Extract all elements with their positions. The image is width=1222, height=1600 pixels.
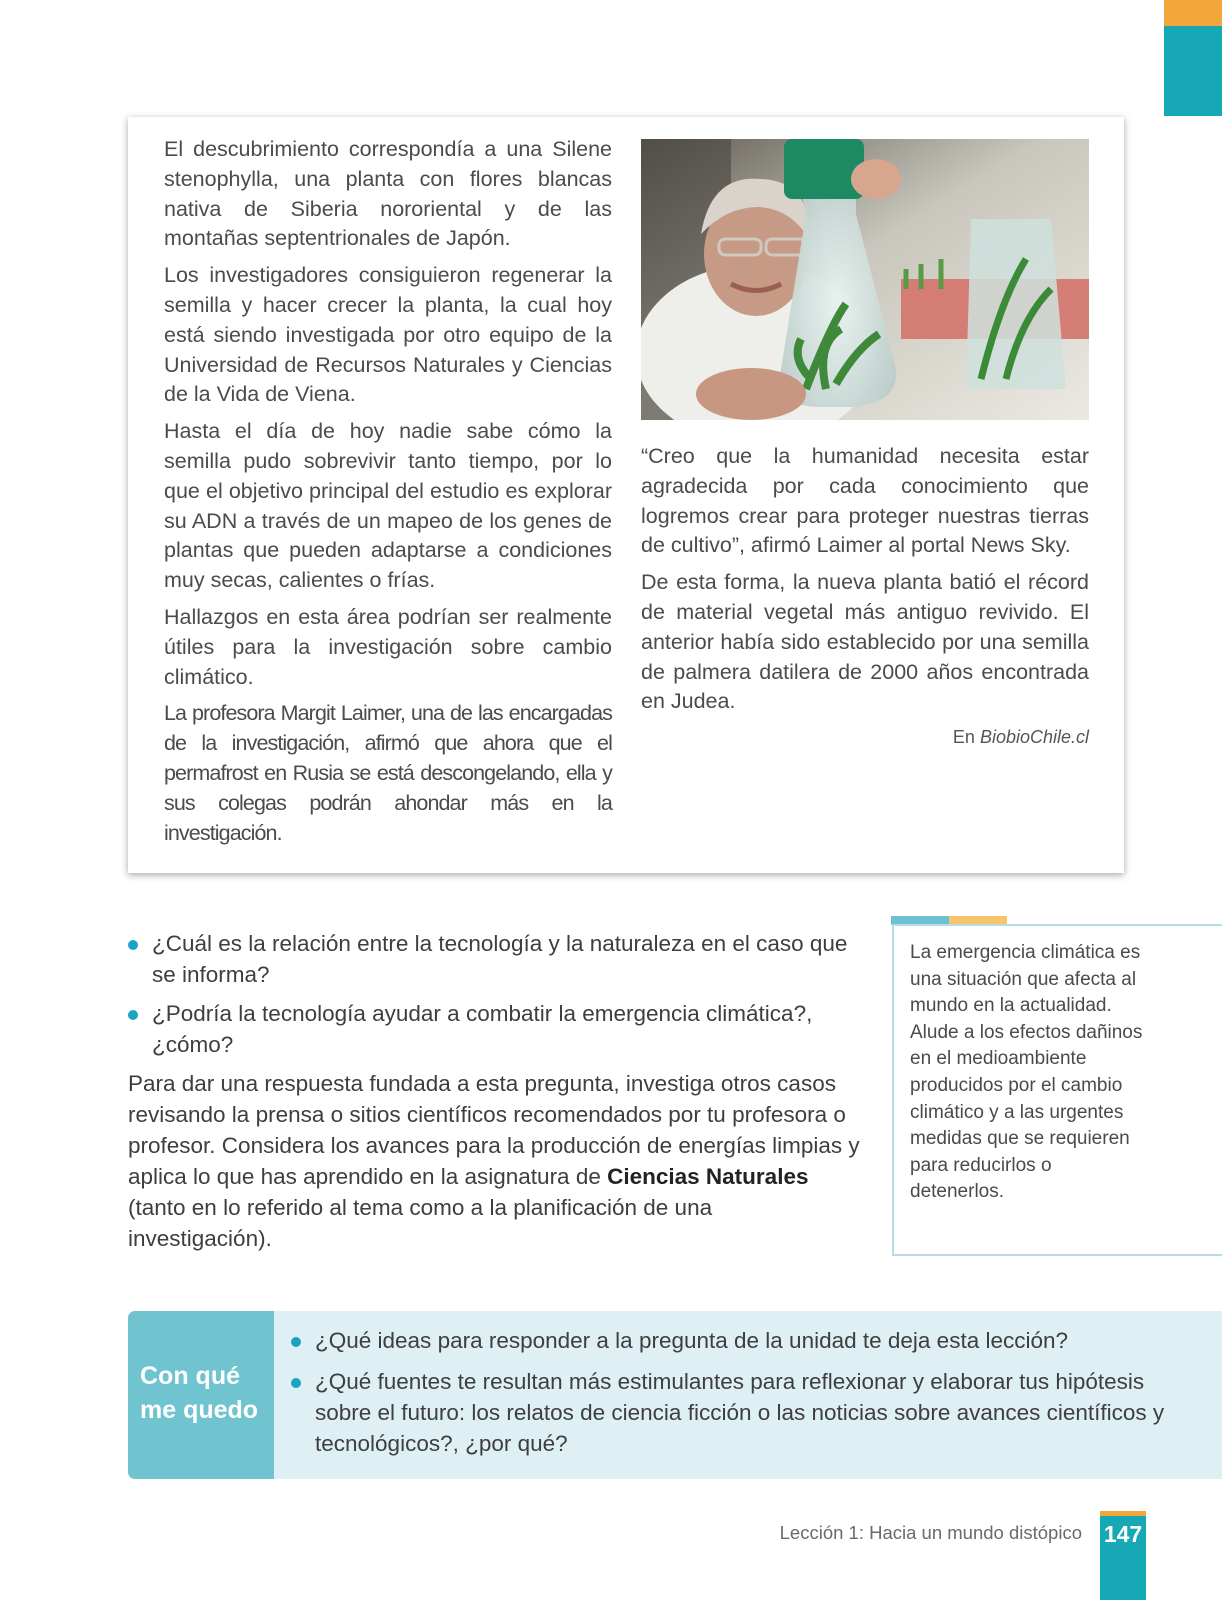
article-paragraph: “Creo que la humanidad necesita estar agradecida por cada conocimiento que logremos crear para proteger nuestras tierras de cultivo”, afirmó Laimer al portal News Sky.: [641, 444, 1089, 558]
section-title-line: Con qué: [140, 1362, 240, 1390]
instruction-paragraph: [128, 1068, 860, 1254]
article-right-column: [641, 139, 1089, 748]
bullet-icon: [291, 1337, 301, 1347]
corner-tab-orange: [1164, 0, 1222, 26]
instruction-text: (tanto en lo referido al tema como a la planificación de una investigación).: [128, 1195, 713, 1251]
question-text: ¿Qué ideas para responder a la pregunta de la unidad te deja esta lección?: [315, 1328, 1069, 1353]
article-paragraph: La profesora Margit Laimer, una de las encargadas de la investigación, afirmó que ahora que el permafrost en Rusia se está descongelando, ella y sus colegas podrán ahondar más en la investigación.: [164, 701, 612, 845]
list-item: [128, 928, 860, 990]
list-item: [128, 998, 860, 1060]
list-item: [291, 1366, 1191, 1459]
news-article-card: [128, 117, 1124, 873]
section-title-line: me quedo: [140, 1396, 259, 1424]
lesson-footer: Lección 1: Hacia un mundo distópico: [779, 1522, 1082, 1543]
article-paragraph: Los investigadores consiguieron regenerar la semilla y hacer crecer la planta, la cual hoy está siendo investigada por otro equipo de la Universidad de Recursos Naturales y Ciencias de la Vida de Viena.: [164, 263, 612, 407]
scientist-plant-flask-photo: [641, 139, 1089, 420]
article-paragraph: Hallazgos en esta área podrían ser realmente útiles para la investigación sobre cambio climático.: [164, 604, 612, 689]
list-item: [291, 1325, 1191, 1356]
article-source: [641, 727, 1089, 748]
article-paragraph: Hasta el día de hoy nadie sabe cómo la semilla pudo sobrevivir tanto tiempo, por lo que el objetivo principal del estudio es explorar su ADN a través de un mapeo de los genes de plantas que pueden adaptarse a condiciones muy secas, calientes o frías.: [164, 419, 612, 593]
con-que-me-quedo-box: [128, 1311, 1222, 1479]
question-text: ¿Podría la tecnología ayudar a combatir la emergencia climática?, ¿cómo?: [152, 1001, 813, 1057]
subject-name: Ciencias Naturales: [607, 1164, 809, 1189]
article-paragraph: El descubrimiento correspondía a una Silene stenophylla, una planta con flores blancas nativa de Siberia nororiental y de las montañas septentrionales de Japón.: [164, 137, 612, 251]
corner-tab-teal: [1164, 26, 1222, 116]
bullet-icon: [128, 940, 138, 950]
article-paragraph: De esta forma, la nueva planta batió el récord de material vegetal más antiguo revivido. El anterior había sido establecido por una semilla de palmera datilera de 2000 años encontrada en Judea.: [641, 570, 1089, 714]
source-prefix: En: [952, 727, 975, 748]
article-left-column: [164, 135, 612, 855]
glossary-box: [892, 924, 1222, 1256]
section-title: [140, 1359, 258, 1427]
reflection-questions: [128, 928, 860, 1254]
con-que-me-quedo-list: [291, 1325, 1191, 1469]
question-text: ¿Cuál es la relación entre la tecnología y la naturaleza en el caso que se informa?: [152, 931, 848, 987]
source-name: BiobioChile.cl: [979, 727, 1089, 748]
bullet-icon: [291, 1378, 301, 1388]
con-que-me-quedo-label: [128, 1311, 274, 1479]
instruction-text: Para dar una respuesta fundada a esta pregunta, investiga otros casos revisando la prensa o sitios científicos recomendados por tu profesora o profesor. Considera los avances para la producción de energías limpias y aplica lo que has aprendido en la asignatura de: [128, 1071, 860, 1189]
page-number: 147: [1103, 1521, 1143, 1547]
bullet-icon: [128, 1010, 138, 1020]
question-text: ¿Qué fuentes te resultan más estimulantes para reflexionar y elaborar tus hipótesis sobre el futuro: los relatos de ciencia ficción o las noticias sobre avances científicos y tecnológicos?, ¿por qué?: [315, 1369, 1165, 1456]
page-number-tab: [1100, 1516, 1146, 1600]
glossary-text: La emergencia climática es una situación que afecta al mundo en la actualidad. Alude a los efectos dañinos en el medioambiente producidos por el cambio climático y a las urgentes medidas que se requieren para reducirlos o detenerlos.: [910, 942, 1143, 1203]
